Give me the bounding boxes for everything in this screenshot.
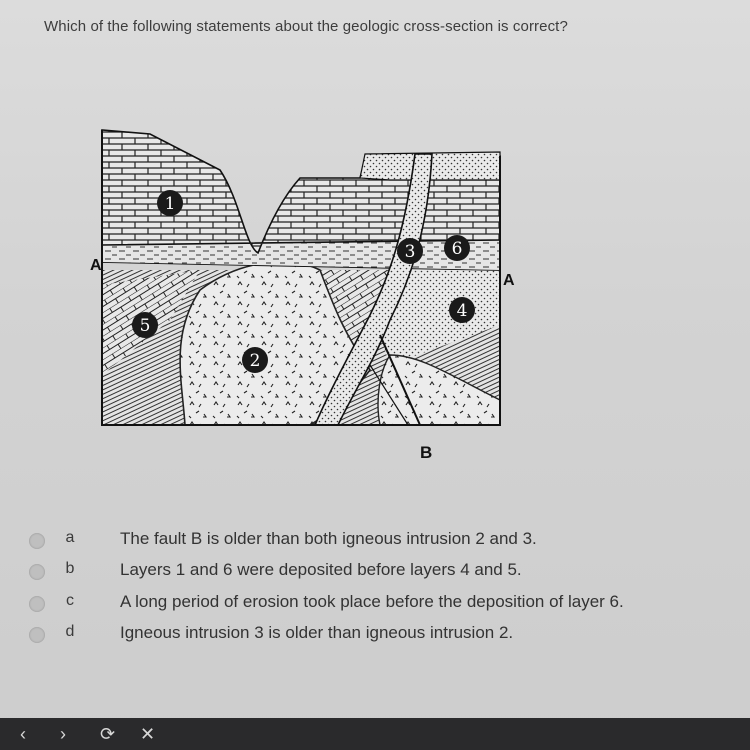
label-4-badge: [449, 297, 475, 323]
option-b-text: Layers 1 and 6 were deposited before layers 4 and 5.: [120, 560, 522, 579]
layer-1: [102, 130, 500, 253]
svg-text:3: 3: [404, 242, 416, 262]
option-b[interactable]: [0, 556, 750, 586]
radio-b[interactable]: [29, 564, 45, 580]
option-c-letter: c: [66, 592, 74, 609]
geologic-cross-section-figure: [90, 120, 520, 470]
label-a-left: A: [90, 257, 102, 274]
label-2-badge: [242, 347, 268, 373]
svg-text:6: 6: [451, 239, 463, 259]
option-a[interactable]: [0, 525, 750, 555]
question-text: Which of the following statements about the geologic cross-section is correct?: [44, 18, 568, 35]
label-3-badge: [397, 238, 423, 264]
label-5-badge: [132, 312, 158, 338]
radio-d[interactable]: [29, 627, 45, 643]
close-icon[interactable]: ✕: [140, 724, 156, 744]
back-arrow-icon[interactable]: ‹: [20, 724, 26, 744]
svg-text:1: 1: [164, 194, 176, 214]
svg-text:2: 2: [249, 351, 261, 371]
label-6-badge: [444, 235, 470, 261]
svg-text:5: 5: [139, 316, 151, 336]
option-b-letter: b: [65, 560, 75, 577]
forward-arrow-icon[interactable]: ›: [60, 724, 66, 744]
option-a-letter: a: [65, 529, 75, 546]
option-d-letter: d: [65, 623, 75, 640]
label-a-right: A: [503, 272, 515, 289]
radio-a[interactable]: [29, 533, 45, 549]
label-1-badge: [157, 190, 183, 216]
option-c-text: A long period of erosion took place before the deposition of layer 6.: [120, 592, 624, 611]
option-d-text: Igneous intrusion 3 is older than igneous intrusion 2.: [120, 623, 514, 642]
option-a-text: The fault B is older than both igneous intrusion 2 and 3.: [120, 529, 537, 548]
option-c[interactable]: [0, 588, 750, 618]
option-d[interactable]: [0, 619, 750, 649]
label-b-fault: B: [420, 443, 433, 462]
radio-c[interactable]: [29, 596, 45, 612]
svg-text:4: 4: [456, 301, 468, 321]
refresh-icon[interactable]: ⟳: [100, 724, 116, 744]
